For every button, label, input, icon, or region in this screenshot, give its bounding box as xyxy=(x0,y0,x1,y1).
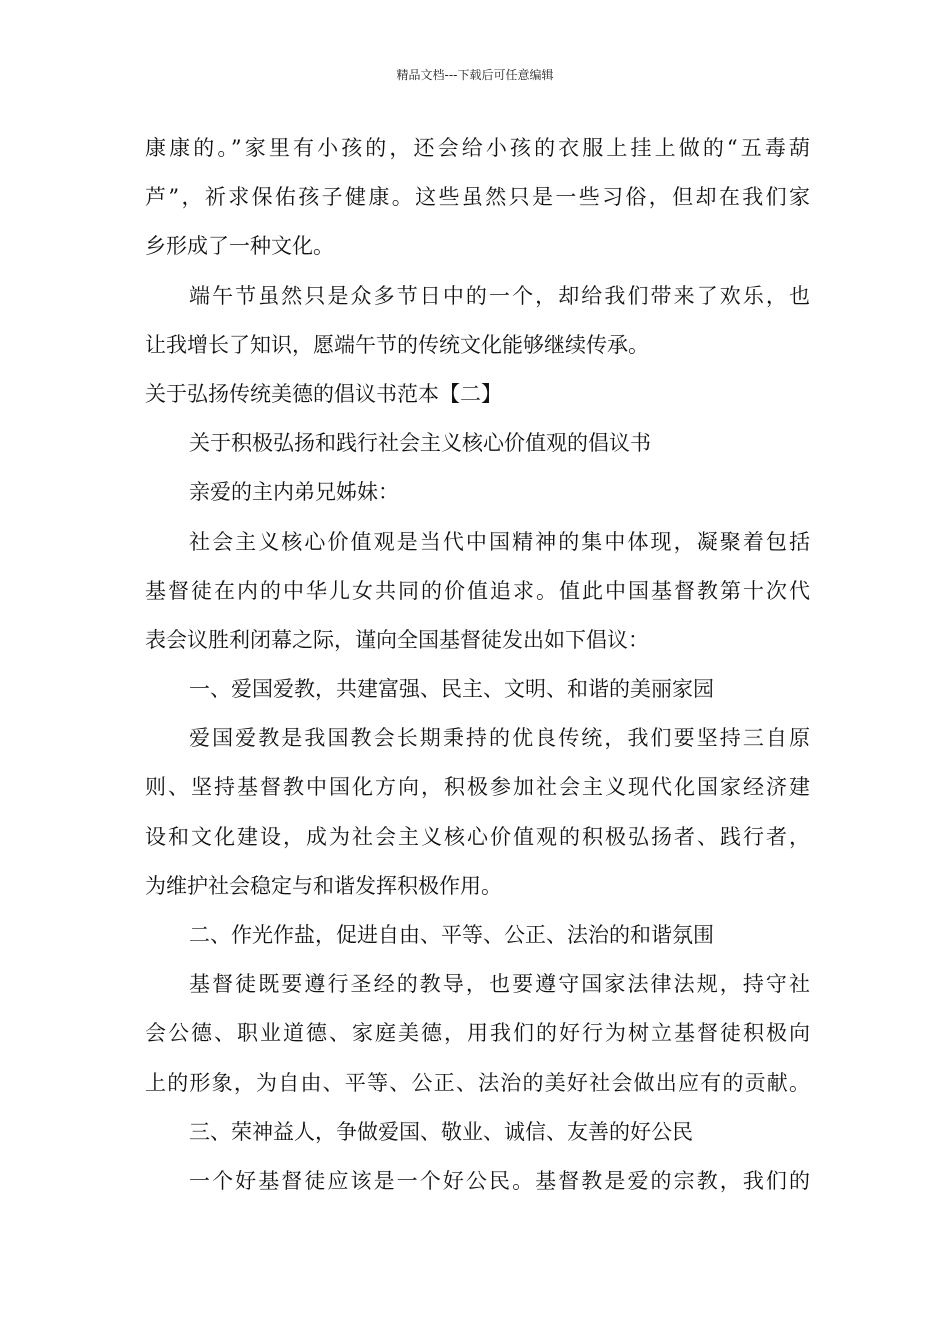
text-line: 社会主义核心价值观是当代中国精神的集中体现，凝聚着包括 xyxy=(189,529,810,554)
text-line: 让我增长了知识，愿端午节的传统文化能够继续传承。 xyxy=(145,332,649,357)
text-line: 关于积极弘扬和践行社会主义核心价值观的倡议书 xyxy=(189,431,651,456)
text-line: 芦”，祈求保佑孩子健康。这些虽然只是一些习俗，但却在我们家 xyxy=(145,185,810,210)
page-header: 精品文档---下载后可任意编辑 xyxy=(396,68,554,82)
text-line: 则、坚持基督教中国化方向，积极参加社会主义现代化国家经济建 xyxy=(145,775,810,800)
text-line: 上的形象，为自由、平等、公正、法治的美好社会做出应有的贡献。 xyxy=(145,1070,810,1095)
text-line: 端午节虽然只是众多节日中的一个，却给我们带来了欢乐，也 xyxy=(189,283,810,308)
text-line: 表会议胜利闭幕之际，谨向全国基督徒发出如下倡议： xyxy=(145,627,649,652)
text-line: 爱国爱教是我国教会长期秉持的优良传统，我们要坚持三自原 xyxy=(189,726,810,751)
text-line: 会公德、职业道德、家庭美德，用我们的好行为树立基督徒积极向 xyxy=(145,1021,810,1046)
text-line: 乡形成了一种文化。 xyxy=(145,234,334,259)
text-line: 基督徒在内的中华儿女共同的价值追求。值此中国基督教第十次代 xyxy=(145,578,810,603)
text-line: 康康的。”家里有小孩的，还会给小孩的衣服上挂上做的“五毒葫 xyxy=(145,136,810,160)
text-line: 二、作光作盐，促进自由、平等、公正、法治的和谐氛围 xyxy=(189,923,714,947)
text-line: 关于弘扬传统美德的倡议书范本【二】 xyxy=(145,381,502,406)
text-line: 亲爱的主内弟兄姊妹： xyxy=(189,480,399,505)
text-line: 基督徒既要遵行圣经的教导，也要遵守国家法律法规，持守社 xyxy=(189,972,810,997)
text-line: 一、爱国爱教，共建富强、民主、文明、和谐的美丽家园 xyxy=(189,677,714,702)
document-body xyxy=(145,124,810,1206)
text-line: 一个好基督徒应该是一个好公民。基督教是爱的宗教，我们的 xyxy=(189,1168,810,1193)
text-line: 三、荣神益人，争做爱国、敬业、诚信、友善的好公民 xyxy=(189,1119,693,1144)
text-line: 设和文化建设，成为社会主义核心价值观的积极弘扬者、践行者， xyxy=(145,824,810,849)
text-line: 为维护社会稳定与和谐发挥积极作用。 xyxy=(145,873,502,898)
